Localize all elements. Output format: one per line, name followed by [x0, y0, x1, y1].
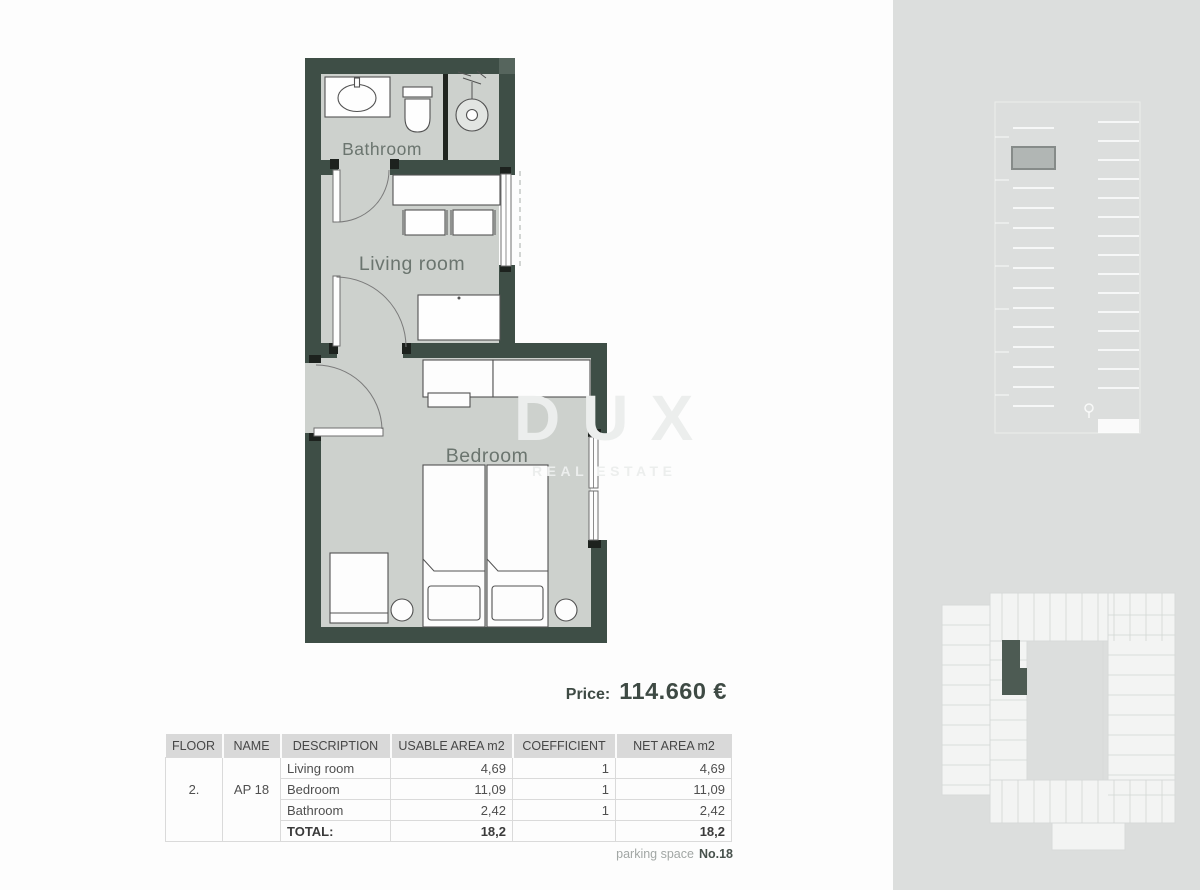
chair — [405, 210, 445, 235]
area-table — [165, 734, 732, 842]
entry-door-leaf — [314, 428, 383, 436]
col-usable-area: USABLE AREA m2 — [391, 734, 513, 758]
description-cell: Living room — [281, 758, 391, 779]
parking-note — [433, 847, 733, 861]
desk-chair — [428, 393, 470, 407]
col-name: NAME — [223, 734, 281, 758]
door-leaf — [333, 170, 340, 222]
highlighted-parking-space — [1012, 147, 1055, 169]
coefficient-cell: 1 — [513, 779, 616, 800]
tap-icon — [355, 78, 360, 87]
coefficient-cell: 1 — [513, 800, 616, 821]
table-row — [166, 758, 732, 779]
brand-logo: DUX — [514, 382, 716, 454]
dresser — [493, 360, 590, 397]
col-coefficient: COEFFICIENT — [513, 734, 616, 758]
sidebar-panel — [893, 0, 1200, 890]
pillow — [492, 586, 543, 620]
price-value: 114.660 € — [619, 678, 727, 704]
kitchen-counter — [418, 295, 500, 340]
desk — [423, 360, 493, 397]
toilet — [405, 99, 430, 132]
description-cell: Bathroom — [281, 800, 391, 821]
parking-number: No.18 — [698, 847, 733, 861]
name-cell: AP 18 — [223, 758, 281, 842]
sink — [338, 85, 376, 112]
net-cell: 4,69 — [616, 758, 732, 779]
net-cell: 2,42 — [616, 800, 732, 821]
price-block — [427, 678, 727, 705]
price-label: Price: — [565, 686, 611, 703]
stool — [391, 599, 413, 621]
room-label-bedroom: Bedroom — [445, 445, 529, 467]
parking-label: parking space — [616, 847, 694, 861]
dining-table — [393, 175, 500, 205]
net-cell: 11,09 — [616, 779, 732, 800]
total-net: 18,2 — [616, 821, 732, 842]
room-label-bathroom: Bathroom — [342, 139, 422, 159]
total-label: TOTAL: — [281, 821, 391, 842]
coefficient-cell: 1 — [513, 758, 616, 779]
site-plan — [942, 593, 1175, 850]
usable-cell: 4,69 — [391, 758, 513, 779]
chair — [453, 210, 493, 235]
parking-plan — [995, 102, 1140, 433]
usable-cell: 2,42 — [391, 800, 513, 821]
key-icon — [1085, 404, 1093, 412]
sidebar-graphics — [893, 0, 1200, 890]
usable-cell: 11,09 — [391, 779, 513, 800]
stool — [555, 599, 577, 621]
col-net-area: NET AREA m2 — [616, 734, 732, 758]
table-header-row — [166, 734, 732, 758]
total-usable: 18,2 — [391, 821, 513, 842]
floor-cell: 2. — [166, 758, 223, 842]
brand-subtitle: REAL ESTATE — [532, 463, 677, 479]
col-floor: FLOOR — [166, 734, 223, 758]
pillow — [428, 586, 480, 620]
room-label-living: Living room — [358, 253, 466, 275]
description-cell: Bedroom — [281, 779, 391, 800]
total-coefficient — [513, 821, 616, 842]
toilet-cistern — [403, 87, 432, 97]
door-leaf — [333, 276, 340, 346]
col-description: DESCRIPTION — [281, 734, 391, 758]
floor-plan — [305, 58, 650, 648]
